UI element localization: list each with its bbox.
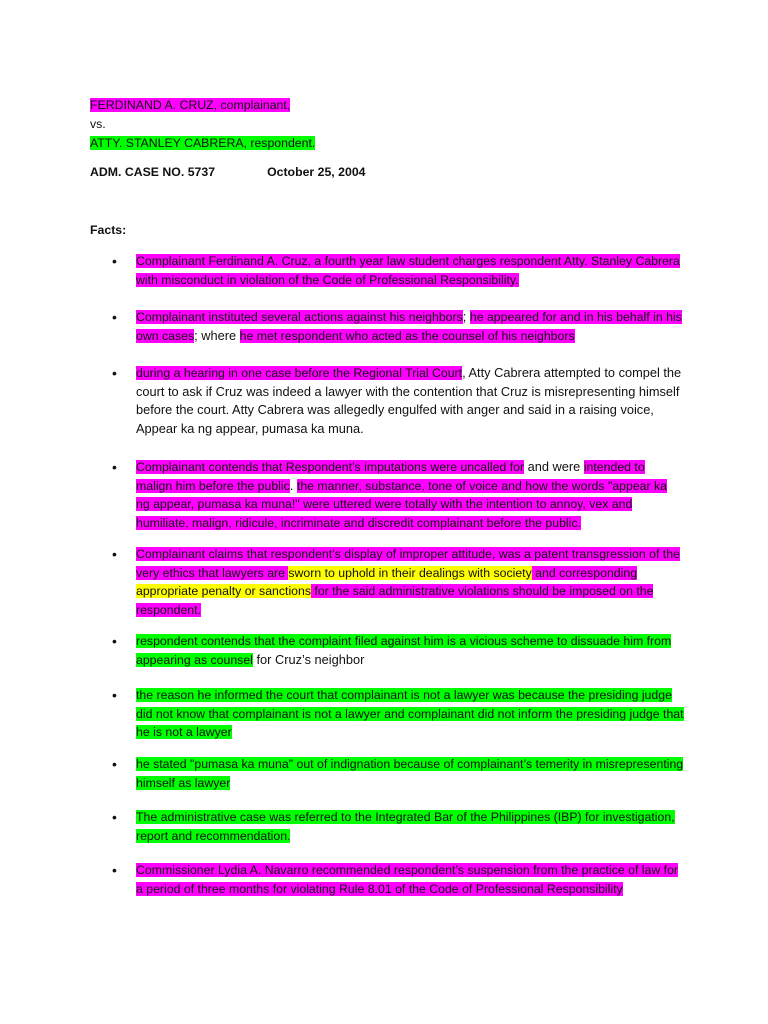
bullet-icon: • bbox=[112, 253, 117, 269]
respondent-line bbox=[90, 134, 315, 153]
bullet-icon: • bbox=[112, 862, 117, 878]
respondent-name: ATTY. STANLEY CABRERA, bbox=[90, 136, 247, 150]
fact-text-segment: The administrative case was referred to the Integrated Bar of the Philippines (IBP) for investigation, report and recommendation. bbox=[136, 810, 675, 843]
bullet-icon: • bbox=[112, 633, 117, 649]
case-number: ADM. CASE NO. 5737 bbox=[90, 165, 216, 179]
fact-item bbox=[112, 458, 684, 532]
fact-text-segment: and corresponding bbox=[531, 565, 638, 580]
fact-text-segment: the manner, substance, tone of voice and how the words "appear ka ng appear, pumasa ka muna!" were uttered were totally with the intention to annoy, vex and humiliate, malign, ridicule, incriminate and discredit complainant before the public. bbox=[136, 478, 668, 530]
fact-item bbox=[112, 252, 684, 289]
fact-text-segment: he appeared for and in his behalf in his own cases bbox=[136, 310, 682, 343]
complainant-line bbox=[90, 96, 315, 115]
complainant-role: complainant, bbox=[217, 98, 291, 112]
fact-text-segment: , Atty Cabrera attempted to compel the court to ask if Cruz was indeed a lawyer with the contention that Cruz is misrepresenting himself before the court. Atty Cabrera was allegedly engulfed with anger and said in a raising voice, Appear ka ng appear, pumasa ka muna. bbox=[136, 365, 682, 436]
bullet-icon: • bbox=[112, 365, 117, 381]
bullet-icon: • bbox=[112, 309, 117, 325]
facts-heading: Facts: bbox=[90, 223, 127, 237]
fact-text-segment: ; where bbox=[194, 327, 240, 343]
fact-text-segment: . bbox=[289, 477, 297, 493]
fact-text-segment: Complainant instituted several actions against his neighbors bbox=[136, 310, 463, 324]
fact-item bbox=[112, 545, 684, 619]
fact-text-segment: respondent contends that the complaint filed against him is a vicious scheme to dissuade him from appearing as counsel bbox=[136, 634, 672, 667]
versus-text: vs. bbox=[90, 117, 106, 131]
fact-text-segment: intended to malign him before the public bbox=[136, 460, 645, 493]
fact-text-segment: sworn to uphold in their dealings with society bbox=[288, 565, 532, 580]
fact-item bbox=[112, 364, 684, 438]
fact-text-segment: for Cruz’s neighbor bbox=[252, 651, 365, 667]
fact-text-segment: he met respondent who acted as the counsel of his neighbors bbox=[239, 328, 575, 343]
fact-text-segment: appropriate penalty or sanctions bbox=[136, 584, 311, 599]
fact-text-segment: during a hearing in one case before the Regional Trial Court bbox=[136, 366, 463, 380]
fact-text-segment: he stated "pumasa ka muna" out of indignation because of complainant’s temerity in misrepresenting himself as lawyer bbox=[136, 757, 684, 790]
fact-text-segment: Complainant Ferdinand A. Cruz, a fourth year law student charges respondent Atty. Stanley Cabrera with misconduct in violation of the Code of Professional Responsibility. bbox=[136, 254, 680, 287]
fact-text-segment: Commissioner Lydia A. Navarro recommended respondent’s suspension from the practice of law for a period of three months for violating Rule 8.01 of the Code of Professional Responsibility bbox=[136, 863, 678, 896]
fact-text-segment: and were bbox=[524, 459, 584, 474]
complainant-name: FERDINAND A. CRUZ, bbox=[90, 98, 218, 112]
bullet-icon: • bbox=[112, 546, 117, 562]
fact-item bbox=[112, 632, 684, 669]
fact-text-segment: the reason he informed the court that complainant is not a lawyer was because the presiding judge did not know that complainant is not a lawyer and complainant did not inform the presiding judge that he is not a lawyer bbox=[136, 688, 684, 740]
fact-item bbox=[112, 755, 684, 792]
fact-item bbox=[112, 686, 684, 742]
bullet-icon: • bbox=[112, 687, 117, 703]
fact-item bbox=[112, 808, 684, 845]
fact-text-segment: Complainant claims that respondent’s display of improper attitude, was a patent transgression of the very ethics that lawyers are bbox=[136, 547, 680, 580]
case-info bbox=[90, 165, 366, 179]
respondent-role: respondent. bbox=[246, 136, 316, 150]
fact-text-segment: Complainant contends that Respondent’s imputations were uncalled for bbox=[136, 460, 525, 474]
case-date: October 25, 2004 bbox=[267, 165, 366, 179]
fact-text-segment: ; bbox=[462, 309, 470, 324]
fact-item bbox=[112, 308, 684, 345]
bullet-icon: • bbox=[112, 756, 117, 772]
bullet-icon: • bbox=[112, 459, 117, 475]
fact-item bbox=[112, 861, 684, 898]
case-caption bbox=[90, 96, 315, 153]
bullet-icon: • bbox=[112, 809, 117, 825]
fact-text-segment: for the said administrative violations should be imposed on the respondent. bbox=[136, 584, 654, 617]
